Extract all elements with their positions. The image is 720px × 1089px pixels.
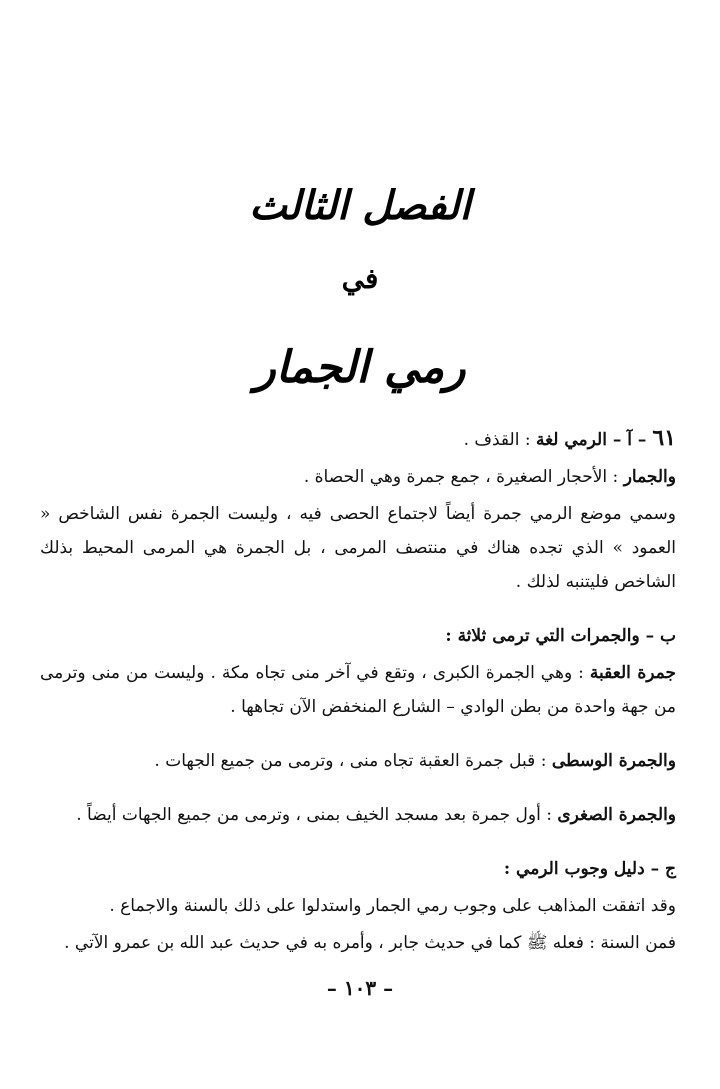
term-aqaba: جمرة العقبة: [589, 663, 676, 683]
chapter-title: رمي الجمار: [254, 342, 466, 393]
term-wusta: والجمرة الوسطى: [551, 751, 676, 771]
section-rest: : القذف .: [463, 430, 536, 450]
paragraph-aqaba: [40, 656, 676, 724]
section-61: [40, 421, 676, 457]
text-jimar: : الأحجار الصغيرة ، جمع جمرة وهي الحصاة .: [303, 467, 624, 487]
text-wusta: : قبل جمرة العقبة تجاه منى ، وترمى من جميع الجهات .: [154, 751, 552, 771]
subheading-j: ج – دليل وجوب الرمي :: [503, 859, 676, 879]
term-jimar: والجمار: [623, 467, 676, 487]
body-text: [40, 421, 676, 960]
chapter-connector: في: [341, 262, 379, 295]
paragraph-naming: وسمي موضع الرمي جمرة أيضاً لاجتماع الحصى فيه ، وليست الجمرة نفس الشاخص « العمود » الذي تجده هناك في منتصف المرمى ، بل الجمرة هي المرمى المحيط بذلك الشاخص فليتنبه لذلك .: [40, 504, 676, 592]
chapter-heading: الفصل الثالث: [249, 182, 471, 229]
section-dash: –: [632, 430, 653, 450]
paragraph-sughra: [40, 798, 676, 832]
term-sughra: والجمرة الصغرى: [557, 805, 676, 825]
paragraph-wusta: [40, 744, 676, 778]
section-lead: آ – الرمي لغة: [535, 430, 633, 450]
subheading-b: ب – والجمرات التي ترمى ثلاثة :: [445, 626, 676, 646]
paragraph-jimar: [40, 460, 676, 494]
text-aqaba: : وهي الجمرة الكبرى ، وتقع في آخر منى تجاه مكة . وليست من منى وترمى من جهة واحدة من بطن الوادي – الشارع المنخفض الآن تجاهها .: [40, 663, 676, 717]
section-number: ٦١: [652, 425, 676, 451]
page-number: – ١٠٣ –: [326, 976, 394, 1000]
text-sughra: : أول جمرة بعد مسجد الخيف بمنى ، وترمى من جميع الجهات أيضاً .: [76, 805, 558, 825]
paragraph-ittafaqat: وقد اتفقت المذاهب على وجوب رمي الجمار واستدلوا على ذلك بالسنة والاجماع .: [109, 896, 676, 916]
paragraph-sunna: فمن السنة : فعله ﷺ كما في حديث جابر ، وأمره به في حديث عبد الله بن عمرو الآتي .: [64, 933, 676, 953]
